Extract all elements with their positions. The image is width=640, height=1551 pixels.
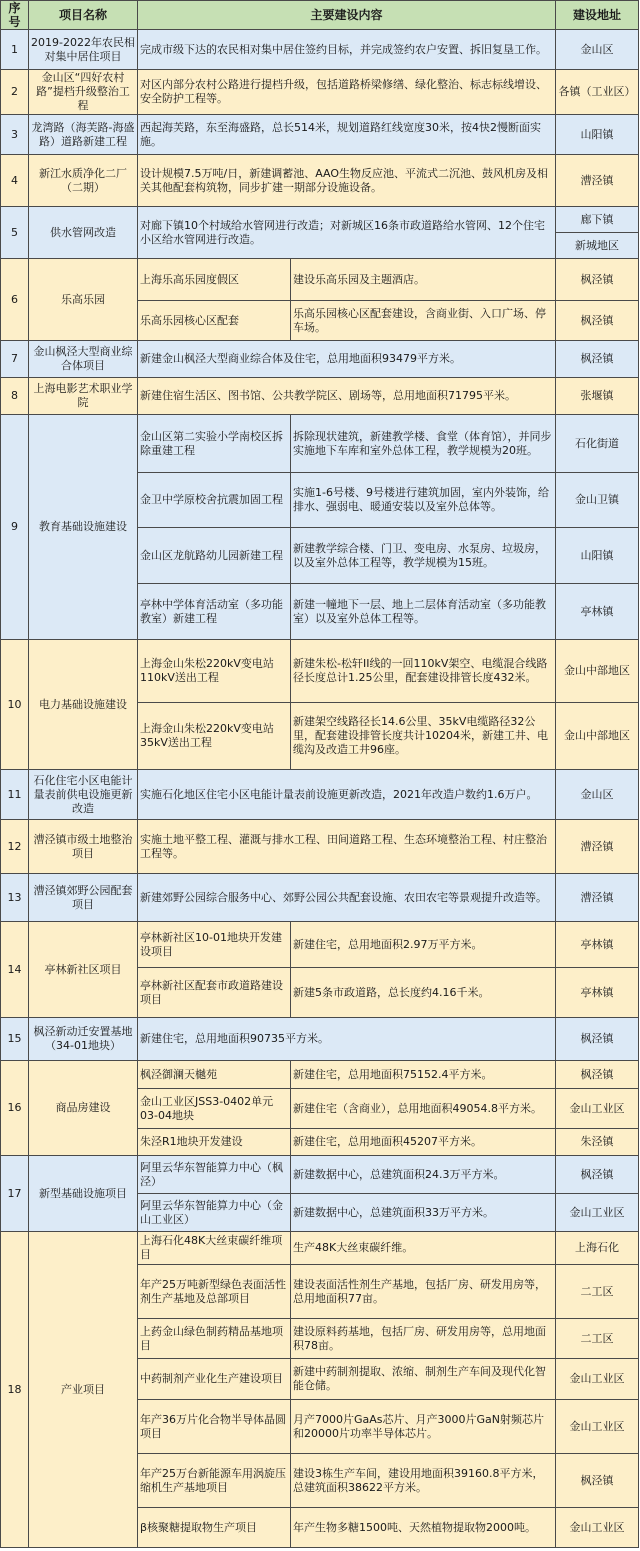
project-name: 新型基础设施项目 xyxy=(29,1156,138,1232)
project-content: 完成市级下达的农民相对集中居住签约目标，并完成签约农户安置、拆旧复垦工作。 xyxy=(138,30,556,70)
sub-project-name: 中药制剂产业化生产建设项目 xyxy=(138,1359,291,1400)
project-content: 新建住宅（含商业），总用地面积49054.8平方米。 xyxy=(291,1089,556,1129)
table-row xyxy=(1,378,639,415)
row-no: 18 xyxy=(1,1232,29,1548)
project-content: 建设3栋生产车间，建设用地面积39160.8平方米，总建筑面积38622平方米。 xyxy=(291,1454,556,1508)
project-location: 金山工业区 xyxy=(556,1194,639,1232)
project-location: 山阳镇 xyxy=(556,115,639,155)
project-location: 枫泾镇 xyxy=(556,301,639,341)
project-content: 新建金山枫泾大型商业综合体及住宅，总用地面积93479平方米。 xyxy=(138,341,556,378)
row-no: 11 xyxy=(1,770,29,820)
project-content: 新建朱松-松轩II线的一回110kV架空、电缆混合线路径长度总计1.25公里，配套建设排管长度432米。 xyxy=(291,640,556,703)
project-name: 新江水质净化二厂（二期） xyxy=(29,155,138,207)
sub-project-name: 年产25万台新能源车用涡旋压缩机生产基地项目 xyxy=(138,1454,291,1508)
project-name: 供水管网改造 xyxy=(29,207,138,259)
project-location: 枫泾镇 xyxy=(556,1061,639,1089)
project-name: 商品房建设 xyxy=(29,1061,138,1156)
project-content: 新建住宅，总用地面积75152.4平方米。 xyxy=(291,1061,556,1089)
row-no: 4 xyxy=(1,155,29,207)
project-content: 建设原料药基地，包括厂房、研发用房等，总用地面积78亩。 xyxy=(291,1319,556,1359)
project-content: 新建郊野公园综合服务中心、郊野公园公共配套设施、农田农宅等景观提升改造等。 xyxy=(138,874,556,922)
project-content: 实施1-6号楼、9号楼进行建筑加固，室内外装饰，给排水、强弱电、暖通安装以及室外总体等。 xyxy=(291,473,556,528)
project-location: 漕泾镇 xyxy=(556,820,639,874)
row-no: 17 xyxy=(1,1156,29,1232)
project-location: 二工区 xyxy=(556,1319,639,1359)
project-location: 各镇（工业区） xyxy=(556,70,639,115)
project-content: 对区内部分农村公路进行提档升级，包括道路桥梁修缮、绿化整治、标志标线增设、安全防护工程等。 xyxy=(138,70,556,115)
project-name: 产业项目 xyxy=(29,1232,138,1548)
table-row xyxy=(1,1156,639,1194)
project-content: 建设乐高乐园及主题酒店。 xyxy=(291,259,556,301)
row-no: 9 xyxy=(1,415,29,640)
table-row xyxy=(1,820,639,874)
project-content: 新建教学综合楼、门卫、变电房、水泵房、垃圾房，以及室外总体工程等，教学规模为15班。 xyxy=(291,528,556,584)
sub-project-name: 上海石化48K大丝束碳纤维项目 xyxy=(138,1232,291,1265)
sub-project-name: 亭林新社区10-01地块开发建设项目 xyxy=(138,922,291,968)
project-name: 乐高乐园 xyxy=(29,259,138,341)
project-location: 金山中部地区 xyxy=(556,703,639,770)
project-content: 新建数据中心，总建筑面积33万平方米。 xyxy=(291,1194,556,1232)
project-location: 二工区 xyxy=(556,1265,639,1319)
project-content: 生产48K大丝束碳纤维。 xyxy=(291,1232,556,1265)
table-row xyxy=(1,770,639,820)
table-row xyxy=(1,922,639,968)
project-name: 金山枫泾大型商业综合体项目 xyxy=(29,341,138,378)
project-location: 漕泾镇 xyxy=(556,874,639,922)
project-location: 枫泾镇 xyxy=(556,341,639,378)
header-no: 序号 xyxy=(1,1,29,30)
project-location: 张堰镇 xyxy=(556,378,639,415)
project-content: 新建架空线路径长14.6公里、35kV电缆路径32公里，配套建设排管长度共计10204米，新建工井、电缆沟及改造工井96座。 xyxy=(291,703,556,770)
sub-project-name: 上海金山朱松220kV变电站35kV送出工程 xyxy=(138,703,291,770)
project-location: 金山工业区 xyxy=(556,1508,639,1548)
header-content: 主要建设内容 xyxy=(138,1,556,30)
table-row xyxy=(1,341,639,378)
sub-project-name: 亭林新社区配套市政道路建设项目 xyxy=(138,968,291,1018)
project-content: 月产7000片GaAs芯片、月产3000片GaN射频芯片和20000片功率半导体芯片。 xyxy=(291,1400,556,1454)
project-location: 金山工业区 xyxy=(556,1359,639,1400)
project-content: 建设表面活性剂生产基地，包括厂房、研发用房等，总用地面积77亩。 xyxy=(291,1265,556,1319)
table-row xyxy=(1,259,639,301)
row-no: 15 xyxy=(1,1018,29,1061)
project-location: 金山区 xyxy=(556,770,639,820)
project-name: 金山区“四好农村路”提档升级整治工程 xyxy=(29,70,138,115)
table-row xyxy=(1,30,639,70)
project-content: 拆除现状建筑，新建教学楼、食堂（体育馆），并同步实施地下车库和室外总体工程，教学规模为20班。 xyxy=(291,415,556,473)
project-content: 新建数据中心，总建筑面积24.3万平方米。 xyxy=(291,1156,556,1194)
project-name: 亭林新社区项目 xyxy=(29,922,138,1018)
sub-project-name: 金山工业区JSS3-0402单元03-04地块 xyxy=(138,1089,291,1129)
project-content: 实施土地平整工程、灌溉与排水工程、田间道路工程、生态环境整治工程、村庄整治工程等。 xyxy=(138,820,556,874)
project-content: 对廊下镇10个村域给水管网进行改造；对新城区16条市政道路给水管网、12个住宅小区给水管网进行改造。 xyxy=(138,207,556,259)
project-content: 新建一幢地下一层、地上二层体育活动室（多功能教室）以及室外总体工程等。 xyxy=(291,584,556,640)
table-row xyxy=(1,1018,639,1061)
row-no: 14 xyxy=(1,922,29,1018)
sub-project-name: 金卫中学原校舍抗震加固工程 xyxy=(138,473,291,528)
sub-project-name: 阿里云华东智能算力中心（枫泾） xyxy=(138,1156,291,1194)
project-location: 枫泾镇 xyxy=(556,259,639,301)
table-row xyxy=(1,70,639,115)
row-no: 10 xyxy=(1,640,29,770)
sub-project-name: 年产25万吨新型绿色表面活性剂生产基地及总部项目 xyxy=(138,1265,291,1319)
project-location: 上海石化 xyxy=(556,1232,639,1265)
project-location: 廊下镇 xyxy=(556,207,639,233)
table-row xyxy=(1,155,639,207)
project-content: 新建住宿生活区、图书馆、公共教学院区、剧场等，总用地面积71795平米。 xyxy=(138,378,556,415)
project-name: 教育基础设施建设 xyxy=(29,415,138,640)
sub-project-name: 金山区龙航路幼儿园新建工程 xyxy=(138,528,291,584)
table-row xyxy=(1,874,639,922)
project-content: 新建5条市政道路，总长度约4.16千米。 xyxy=(291,968,556,1018)
row-no: 3 xyxy=(1,115,29,155)
project-name: 漕泾镇市级土地整治项目 xyxy=(29,820,138,874)
table-row xyxy=(1,115,639,155)
sub-project-name: 朱泾R1地块开发建设 xyxy=(138,1129,291,1156)
project-name: 漕泾镇郊野公园配套项目 xyxy=(29,874,138,922)
sub-project-name: 阿里云华东智能算力中心（金山工业区） xyxy=(138,1194,291,1232)
project-location: 山阳镇 xyxy=(556,528,639,584)
project-location: 朱泾镇 xyxy=(556,1129,639,1156)
project-location: 金山工业区 xyxy=(556,1089,639,1129)
project-content: 年产生物多糖1500吨、天然植物提取物2000吨。 xyxy=(291,1508,556,1548)
table-row xyxy=(1,1232,639,1265)
row-no: 12 xyxy=(1,820,29,874)
row-no: 2 xyxy=(1,70,29,115)
project-location: 枫泾镇 xyxy=(556,1018,639,1061)
project-location: 金山工业区 xyxy=(556,1400,639,1454)
project-name: 石化住宅小区电能计量表前供电设施更新改造 xyxy=(29,770,138,820)
project-content: 新建住宅，总用地面积2.97万平方米。 xyxy=(291,922,556,968)
header-row xyxy=(1,1,639,30)
sub-project-name: β核聚糖提取物生产项目 xyxy=(138,1508,291,1548)
project-location: 金山卫镇 xyxy=(556,473,639,528)
project-name: 龙湾路（海芙路-海盛路）道路新建工程 xyxy=(29,115,138,155)
project-name: 枫泾新动迁安置基地（34-01地块） xyxy=(29,1018,138,1061)
row-no: 1 xyxy=(1,30,29,70)
project-location: 亭林镇 xyxy=(556,968,639,1018)
sub-project-name: 上海乐高乐园度假区 xyxy=(138,259,291,301)
project-location: 金山中部地区 xyxy=(556,640,639,703)
project-content: 新建住宅，总用地面积45207平方米。 xyxy=(291,1129,556,1156)
project-name: 电力基础设施建设 xyxy=(29,640,138,770)
sub-project-name: 乐高乐园核心区配套 xyxy=(138,301,291,341)
project-content: 西起海芙路，东至海盛路，总长514米，规划道路红线宽度30米，按4快2慢断面实施。 xyxy=(138,115,556,155)
project-location: 亭林镇 xyxy=(556,584,639,640)
row-no: 13 xyxy=(1,874,29,922)
project-content: 乐高乐园核心区配套建设，含商业街、入口广场、停车场。 xyxy=(291,301,556,341)
project-content: 设计规模7.5万吨/日，新建调蓄池、AAO生物反应池、平流式二沉池、鼓风机房及相关其他配套构筑物，同步扩建一期部分设施设备。 xyxy=(138,155,556,207)
project-name: 2019-2022年农民相对集中居住项目 xyxy=(29,30,138,70)
table-row xyxy=(1,640,639,703)
project-content: 新建住宅，总用地面积90735平方米。 xyxy=(138,1018,556,1061)
row-no: 16 xyxy=(1,1061,29,1156)
row-no: 5 xyxy=(1,207,29,259)
row-no: 8 xyxy=(1,378,29,415)
table-row xyxy=(1,415,639,473)
project-location: 新城地区 xyxy=(556,233,639,259)
project-content: 实施石化地区住宅小区电能计量表前设施更新改造，2021年改造户数约1.6万户。 xyxy=(138,770,556,820)
sub-project-name: 上海金山朱松220kV变电站110kV送出工程 xyxy=(138,640,291,703)
project-location: 漕泾镇 xyxy=(556,155,639,207)
header-name: 项目名称 xyxy=(29,1,138,30)
sub-project-name: 金山区第二实验小学南校区拆除重建工程 xyxy=(138,415,291,473)
project-location: 石化街道 xyxy=(556,415,639,473)
row-no: 7 xyxy=(1,341,29,378)
project-content: 新建中药制剂提取、浓缩、制剂生产车间及现代化智能仓储。 xyxy=(291,1359,556,1400)
table-row xyxy=(1,1061,639,1089)
sub-project-name: 年产36万片化合物半导体晶圆项目 xyxy=(138,1400,291,1454)
table-row xyxy=(1,207,639,233)
project-name: 上海电影艺术职业学院 xyxy=(29,378,138,415)
sub-project-name: 枫泾御澜天樾苑 xyxy=(138,1061,291,1089)
row-no: 6 xyxy=(1,259,29,341)
project-location: 枫泾镇 xyxy=(556,1156,639,1194)
sub-project-name: 上药金山绿色制药精品基地项目 xyxy=(138,1319,291,1359)
header-location: 建设地址 xyxy=(556,1,639,30)
sub-project-name: 亭林中学体育活动室（多功能教室）新建工程 xyxy=(138,584,291,640)
project-location: 亭林镇 xyxy=(556,922,639,968)
project-location: 金山区 xyxy=(556,30,639,70)
project-location: 枫泾镇 xyxy=(556,1454,639,1508)
